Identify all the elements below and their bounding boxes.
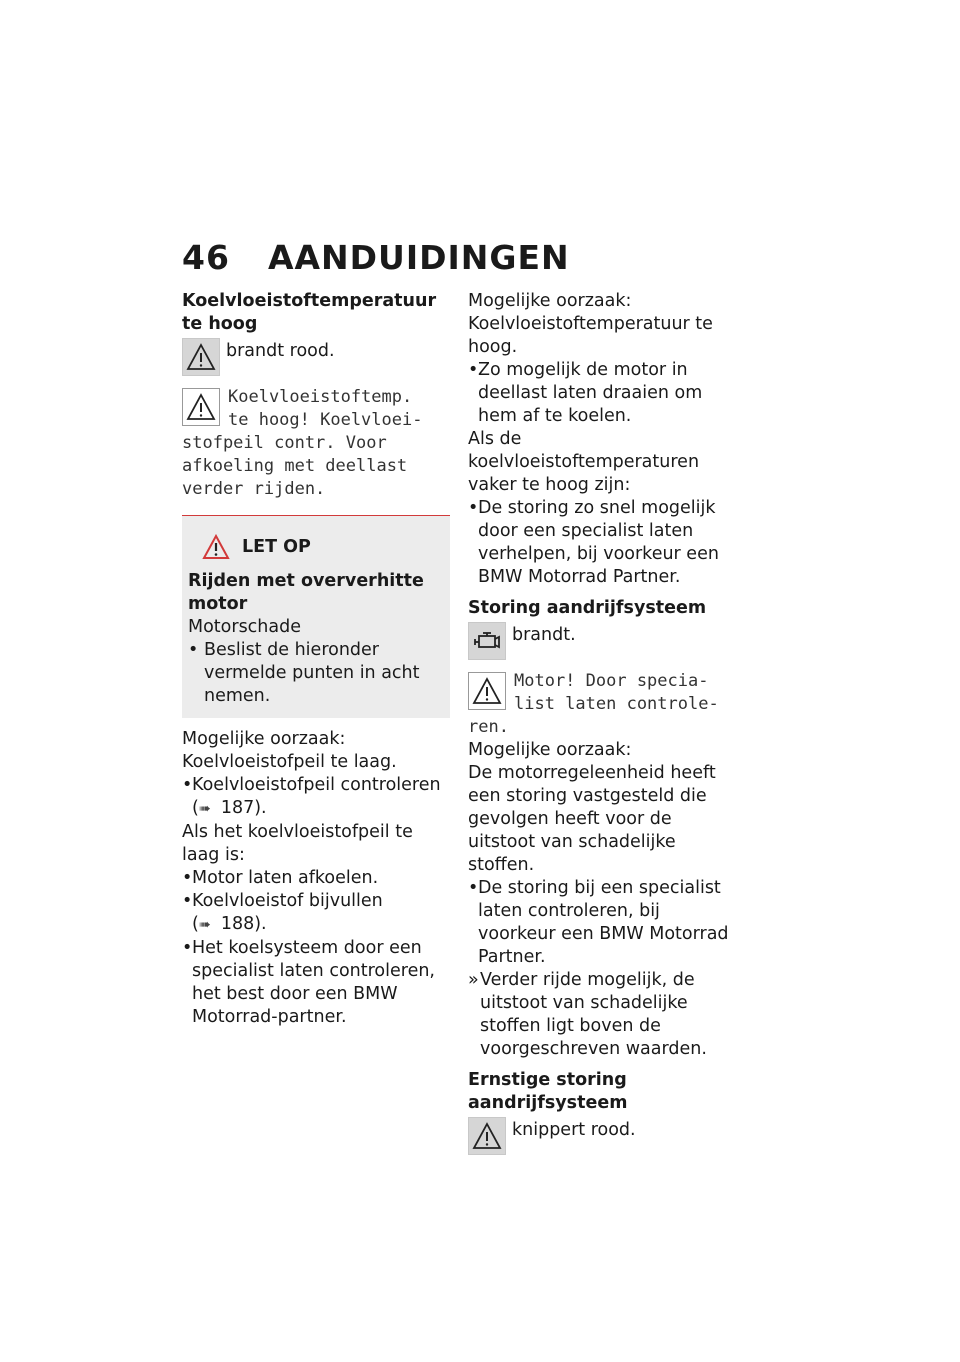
display-text-rest: stofpeil contr. Voor afkoeling met deellast verder rijden.: [182, 433, 408, 499]
page-reference: (➠ 188).: [182, 913, 450, 937]
condition-text: Als de koelvloeistoftemperaturen vaker te hoog zijn:: [468, 429, 700, 495]
cause-label: Mogelijke oorzaak:: [182, 729, 346, 749]
list-item: • Koelvloeistofpeil controleren: [182, 774, 450, 797]
list-item: • De storing zo snel mogelijk door een specialist laten verhelpen, bij voorkeur een BMW Motorrad Partner.: [468, 497, 736, 589]
cause-text: De motorregeleenheid heeft een storing vastgesteld die gevolgen heeft voor de uitstoot van schadelijke stoffen.: [468, 763, 716, 875]
display-text-rest: ren.: [468, 717, 509, 737]
section-title-serious-fault: Ernstige storing aandrijfsysteem: [468, 1070, 628, 1113]
indicator-row: [468, 622, 736, 660]
list-item: • Het koelsysteem door een specialist laten controleren, het best door een BMW Motorrad-partner.: [182, 937, 450, 1029]
display-message: [182, 386, 450, 501]
caution-icon: [202, 534, 230, 560]
arrow-icon: ➠: [198, 801, 211, 817]
page-title: AANDUIDINGEN: [267, 238, 570, 277]
display-text-line1: Koelvloeistoftemp.: [228, 387, 413, 407]
caution-label: LET OP: [242, 536, 311, 557]
result-item: » Verder rijde mogelijk, de uitstoot van schadelijke stoffen ligt boven de voorgeschreven waarden.: [468, 969, 736, 1061]
display-text-line2: te hoog! Koelvloei-: [228, 410, 423, 430]
cause-label: Mogelijke oorzaak:: [468, 740, 632, 760]
warning-triangle-icon: [182, 338, 220, 376]
warning-triangle-outline-icon: [182, 388, 220, 426]
cause-label: Mogelijke oorzaak:: [468, 291, 632, 311]
display-message: [468, 670, 736, 739]
caution-bullet: • Beslist de hieronder vermelde punten in acht nemen.: [188, 639, 444, 708]
cause-text: Koelvloeistofpeil te laag.: [182, 752, 397, 772]
caution-box: [182, 515, 450, 718]
indicator-text: knippert rood.: [512, 1120, 636, 1140]
section-title-drive-fault: Storing aandrijfsysteem: [468, 598, 707, 618]
list-item: • Zo mogelijk de motor in deellast laten draaien om hem af te koelen.: [468, 359, 736, 428]
indicator-text: brandt rood.: [226, 341, 335, 361]
indicator-text: brandt.: [512, 625, 576, 645]
warning-triangle-icon: [468, 1117, 506, 1155]
cause-text: Koelvloeistoftemperatuur te hoog.: [468, 314, 713, 357]
list-item: • De storing bij een specialist laten controleren, bij voorkeur een BMW Motorrad Partner.: [468, 877, 736, 969]
display-text-line1: Motor! Door specia-: [514, 671, 709, 691]
indicator-row: [182, 338, 450, 376]
list-item: • Koelvloeistof bijvullen: [182, 890, 450, 913]
page-number: 46: [182, 238, 230, 277]
caution-subtitle: Motorschade: [188, 617, 301, 637]
caution-header: [202, 534, 444, 560]
engine-icon: [468, 622, 506, 660]
page-reference: (➠ 187).: [182, 797, 450, 821]
caution-title: Rijden met oververhitte motor: [188, 571, 424, 614]
condition-text: Als het koelvloeistofpeil te laag is:: [182, 822, 413, 865]
arrow-icon: ➠: [198, 917, 211, 933]
indicator-row: [468, 1117, 736, 1155]
list-item: • Motor laten afkoelen.: [182, 867, 450, 890]
page-header: [182, 238, 570, 277]
display-text-line2: list laten controle-: [514, 694, 719, 714]
warning-triangle-outline-icon: [468, 672, 506, 710]
right-column: [468, 290, 736, 1155]
section-title-coolant-temp: Koelvloeistoftemperatuur te hoog: [182, 291, 437, 334]
left-column: [182, 290, 450, 1029]
